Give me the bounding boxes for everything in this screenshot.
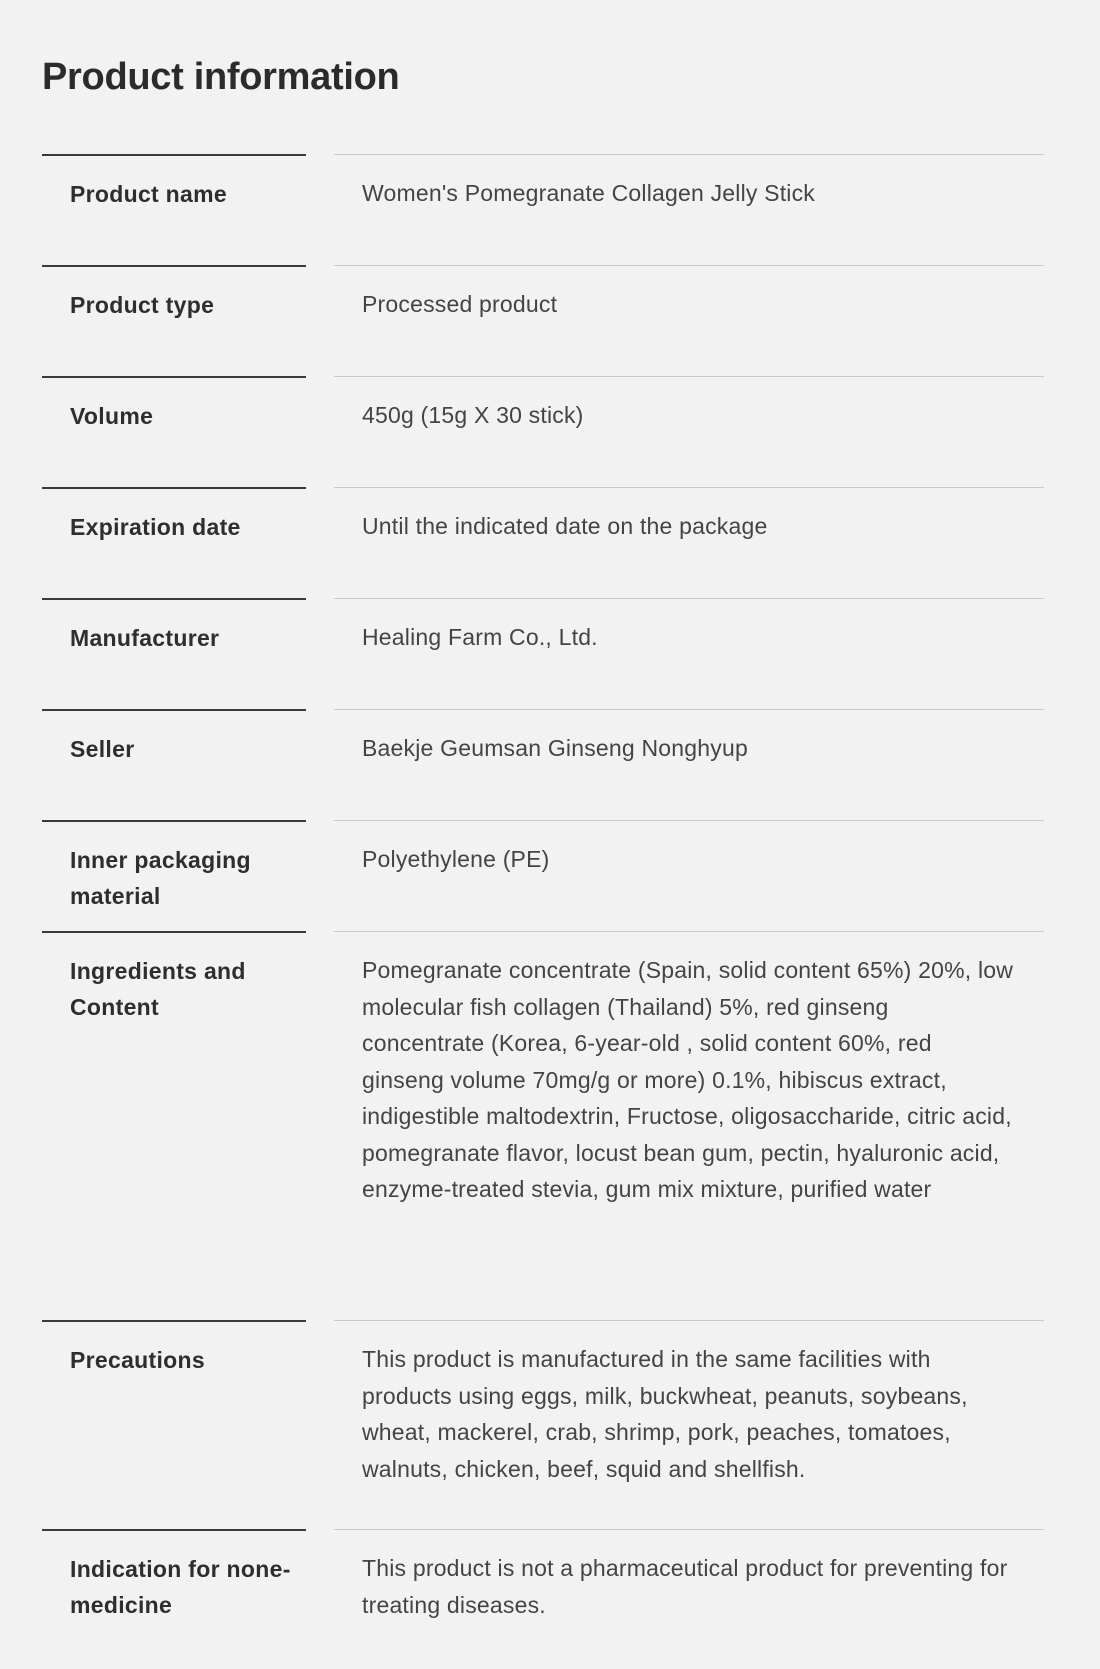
row-label: Inner packaging material [42,820,306,931]
table-row [42,820,1044,931]
table-row [42,1529,1044,1669]
table-row [42,931,1044,1320]
row-value: Women's Pomegranate Collagen Jelly Stick [334,154,1044,265]
table-row [42,487,1044,598]
row-label: Ingredients and Content [42,931,306,1320]
row-label: Precautions [42,1320,306,1529]
row-label: Expiration date [42,487,306,598]
row-label: Seller [42,709,306,820]
row-label: Product name [42,154,306,265]
row-value: This product is manufactured in the same facilities with products using eggs, milk, buckwheat, peanuts, soybeans, wheat, mackerel, crab, shrimp, pork, peaches, tomatoes, walnuts, chicken, beef, squid and shellfish. [334,1320,1044,1529]
table-row [42,709,1044,820]
table-row [42,1320,1044,1529]
row-value: 450g (15g X 30 stick) [334,376,1044,487]
row-value: Until the indicated date on the package [334,487,1044,598]
product-info-table [42,154,1044,1669]
row-label: Volume [42,376,306,487]
row-value: Pomegranate concentrate (Spain, solid content 65%) 20%, low molecular fish collagen (Thailand) 5%, red ginseng concentrate (Korea, 6-year-old , solid content 60%, red ginseng volume 70mg/g or more) 0.1%, hibiscus extract, indigestible maltodextrin, Fructose, oligosaccharide, citric acid, pomegranate flavor, locust bean gum, pectin, hyaluronic acid, enzyme-treated stevia, gum mix mixture, purified water [334,931,1044,1320]
page-title: Product information [42,56,400,98]
table-row [42,376,1044,487]
row-value: Healing Farm Co., Ltd. [334,598,1044,709]
row-value: Baekje Geumsan Ginseng Nonghyup [334,709,1044,820]
row-label: Product type [42,265,306,376]
table-row [42,265,1044,376]
table-row [42,154,1044,265]
row-value: This product is not a pharmaceutical product for preventing for treating diseases. [334,1529,1044,1669]
row-label: Indication for none-medicine [42,1529,306,1669]
row-value: Processed product [334,265,1044,376]
row-label: Manufacturer [42,598,306,709]
row-value: Polyethylene (PE) [334,820,1044,931]
table-row [42,598,1044,709]
